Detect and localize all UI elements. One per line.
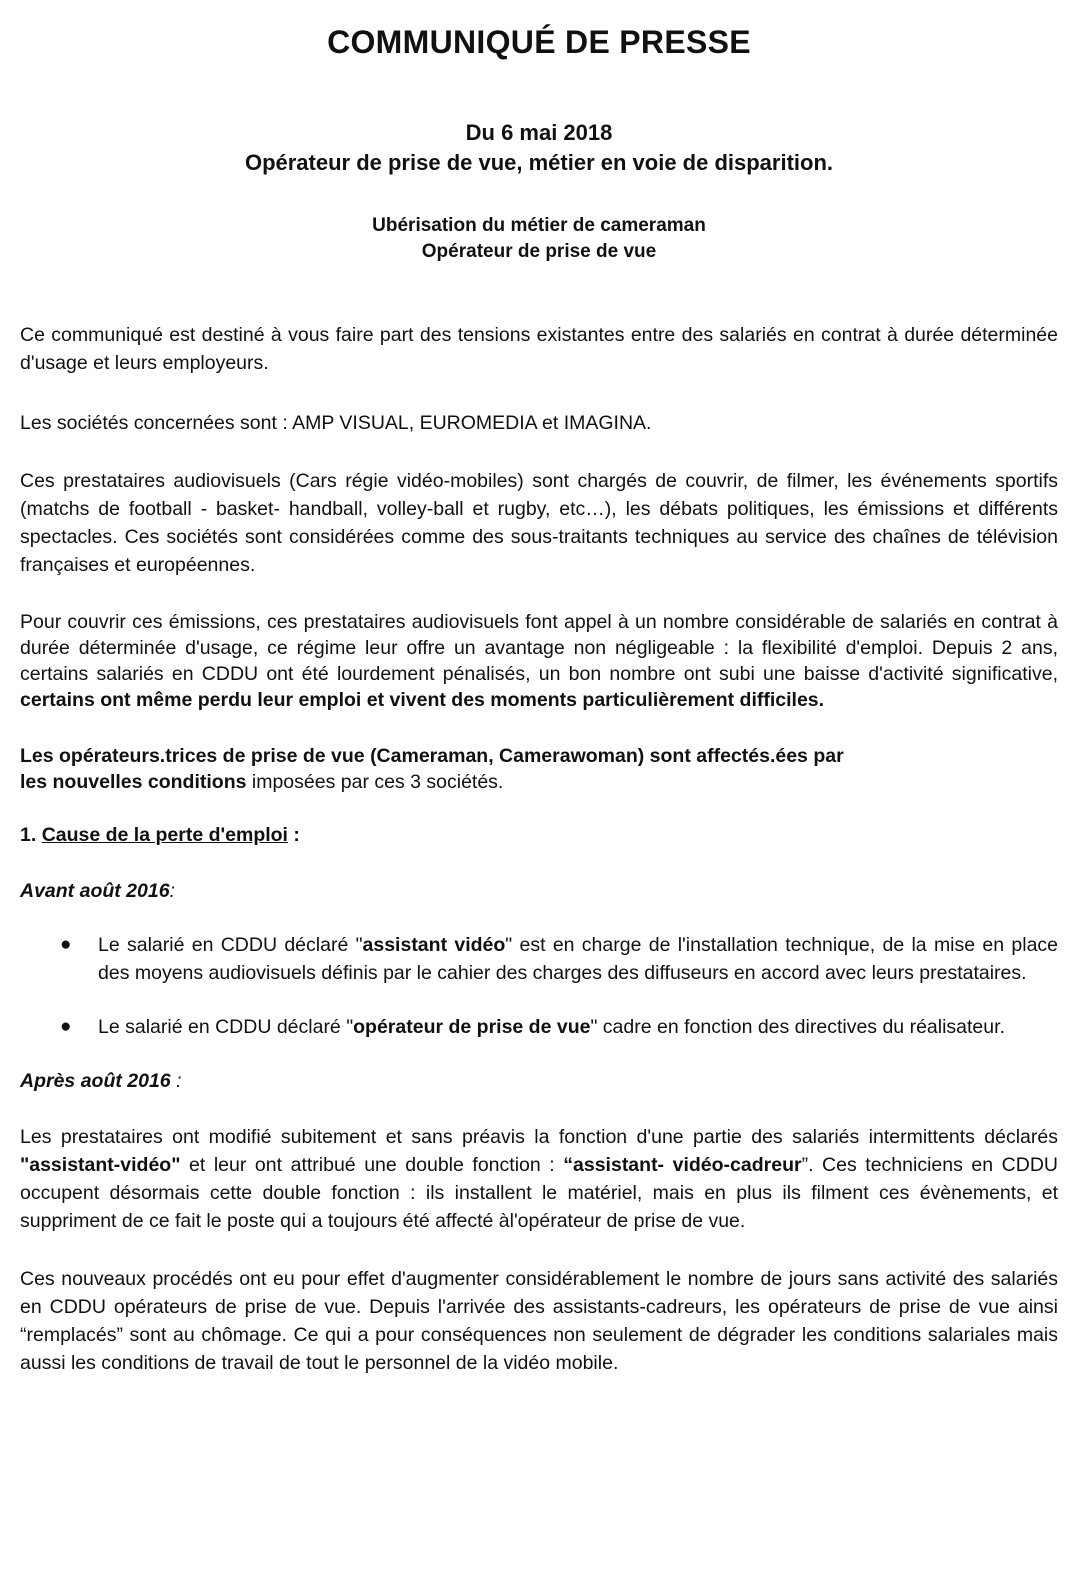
double-function-start: Les prestataires ont modifié subitement et sans préavis la fonction d'une partie des salariés intermittents déclarés — [20, 1126, 1058, 1148]
list-item — [20, 931, 1058, 987]
period-before — [20, 877, 1058, 905]
double-function-emphasis-2: “assistant- vidéo-cadreur — [563, 1154, 802, 1176]
section-colon: : — [287, 824, 300, 846]
paragraph-operators — [20, 743, 1058, 795]
operators-tail: imposées par ces 3 sociétés. — [246, 771, 504, 793]
period-before-label: Avant août 2016 — [20, 880, 170, 902]
paragraph-intro: Ce communiqué est destiné à vous faire part des tensions existantes entre des salariés en contrat à durée déterminée d'usage et leurs employeurs. — [20, 324, 1058, 374]
period-after-label: Après août 2016 — [20, 1070, 171, 1092]
topic-line-2: Opérateur de prise de vue — [421, 241, 657, 262]
bullet-icon: ● — [60, 934, 72, 955]
bullet-1-start: Le salarié en CDDU déclaré " — [98, 934, 363, 956]
list-item — [20, 1013, 1058, 1041]
release-subtitle: Opérateur de prise de vue, métier en voie de disparition. — [244, 150, 834, 175]
bullet-1-emphasis: assistant vidéo — [362, 934, 506, 956]
operators-emphasis-line1: Les opérateurs.trices de prise de vue (Cameraman, Camerawoman) sont affectés.ées par — [20, 745, 844, 767]
bullet-2-end: " cadre en fonction des directives du réalisateur. — [590, 1016, 1005, 1038]
paragraph-consequences: Ces nouveaux procédés ont eu pour effet d'augmenter considérablement le nombre de jours sans activité des salariés en CDDU opérateurs de prise de vue. Depuis l'arrivée des assistants-cadreurs, les opérateurs de prise de vue ainsi “remplacés” sont au chômage. Ce qui a pour conséquences non seulement de dégrader les conditions salariales mais aussi les conditions de travail de tout le personnel de la vidéo mobile. — [20, 1268, 1058, 1374]
section-number: 1. — [20, 824, 42, 846]
bullet-1-end: " est en charge de l'installation technique, de la mise en place des moyens audiovisuels définis par le cahier des charges des diffuseurs en accord avec leurs prestataires. — [98, 934, 1059, 984]
bullet-text-2 — [98, 1013, 1058, 1041]
section-heading-1 — [20, 821, 1058, 849]
topic-line-1: Ubérisation du métier de cameraman — [372, 215, 706, 236]
topic-block — [20, 213, 1058, 265]
paragraph-cddu-emphasis: certains ont même perdu leur emploi et vivent des moments particulièrement difficiles. — [20, 689, 825, 711]
double-function-emphasis-1: "assistant-vidéo" — [20, 1154, 181, 1176]
double-function-mid: et leur ont attribué une double fonction : — [180, 1154, 564, 1176]
release-date: Du 6 mai 2018 — [465, 120, 613, 145]
paragraph-cddu-text: Pour couvrir ces émissions, ces prestataires audiovisuels font appel à un nombre considérable de salariés en contrat à durée déterminée d'usage, ce régime leur offre un avantage non négligeable : la flexibilité d'emploi. Depuis 2 ans, certains salariés en CDDU ont été lourdement pénalisés, un bon nombre ont subi une baisse d'activité significative, — [20, 611, 1058, 685]
operators-emphasis-line2: les nouvelles conditions — [20, 771, 247, 793]
bullet-2-emphasis: opérateur de prise de vue — [353, 1016, 591, 1038]
bullet-list — [20, 931, 1058, 1041]
period-after-colon: : — [170, 1070, 182, 1092]
bullet-icon: ● — [60, 1016, 72, 1037]
document-title: COMMUNIQUÉ DE PRESSE — [327, 24, 751, 60]
double-function-end: ”. Ces techniciens en CDDU occupent désormais cette double fonction : ils installent le matériel, mais en plus ils filment ces évènements, et suppriment de ce fait le poste qui a toujours été affecté àl'opérateur de prise de vue. — [20, 1154, 1058, 1232]
period-before-colon: : — [169, 880, 175, 902]
paragraph-companies: Les sociétés concernées sont : AMP VISUAL, EUROMEDIA et IMAGINA. — [20, 412, 652, 434]
bullet-text-1 — [98, 931, 1058, 987]
period-after — [20, 1067, 1058, 1095]
paragraph-providers: Ces prestataires audiovisuels (Cars régie vidéo-mobiles) sont chargés de couvrir, de filmer, les événements sportifs (matchs de football - basket- handball, volley-ball et rugby, etc…), les débats politiques, les émissions et différents spectacles. Ces sociétés sont considérées comme des sous-traitants techniques au service des chaînes de télévision françaises et européennes. — [20, 470, 1058, 576]
bullet-2-start: Le salarié en CDDU déclaré " — [98, 1016, 354, 1038]
paragraph-double-function — [20, 1123, 1058, 1235]
section-title: Cause de la perte d'emploi — [41, 824, 288, 846]
paragraph-cddu — [20, 609, 1058, 713]
